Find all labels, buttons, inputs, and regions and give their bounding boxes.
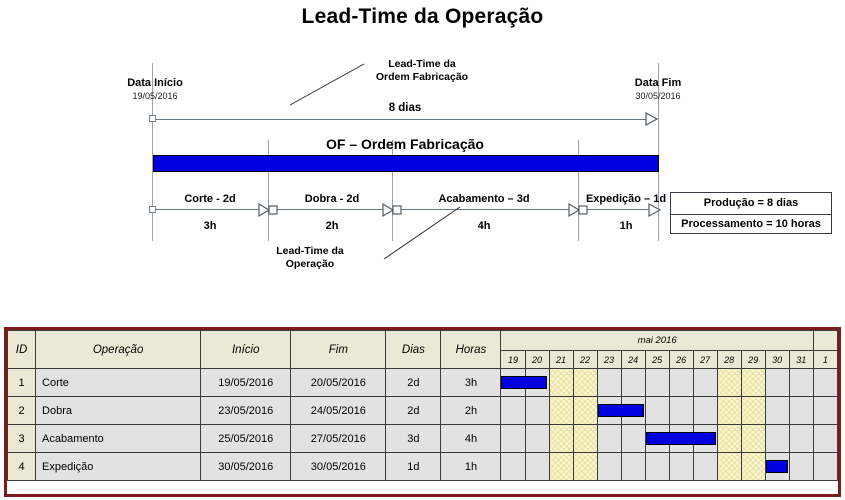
gantt-day-cell <box>501 369 525 397</box>
timeline-day-header: 24 <box>621 351 645 369</box>
timeline-day-header: 25 <box>645 351 669 369</box>
gantt-day-cell <box>573 425 597 453</box>
gantt-day-cell <box>549 397 573 425</box>
operation-1-hours: 3h <box>203 220 217 232</box>
operation-4-name: Expedição – 1d <box>585 193 667 205</box>
gantt-day-cell <box>549 369 573 397</box>
gantt-day-cell <box>525 425 549 453</box>
gantt-day-cell <box>765 453 789 481</box>
gantt-day-cell <box>645 397 669 425</box>
table-row[interactable] <box>8 425 838 453</box>
timeline-day-header: 27 <box>693 351 717 369</box>
gantt-day-cell <box>597 397 621 425</box>
operations-start-marker <box>149 206 156 213</box>
order-lead-time-callout <box>307 58 537 84</box>
cell-dias: 3d <box>386 425 441 453</box>
table-row[interactable] <box>8 369 838 397</box>
cell-id: 3 <box>8 425 36 453</box>
timeline-day-header: 20 <box>525 351 549 369</box>
gantt-bar[interactable] <box>598 404 644 417</box>
span-duration-label: 8 dias <box>388 102 422 114</box>
timeline-day-header: 31 <box>789 351 813 369</box>
timeline-day-header: 26 <box>669 351 693 369</box>
timeline-day-header: 22 <box>573 351 597 369</box>
cell-fim: 27/05/2016 <box>291 425 386 453</box>
gantt-day-cell <box>597 425 621 453</box>
gantt-day-cell <box>645 425 669 453</box>
gantt-day-cell <box>693 453 717 481</box>
operation-4-hours: 1h <box>619 220 633 232</box>
gantt-day-cell <box>501 425 525 453</box>
gantt-day-cell <box>741 369 765 397</box>
cell-operacao: Corte <box>36 369 201 397</box>
col-header-dias[interactable]: Dias <box>386 331 441 369</box>
gantt-day-cell <box>573 453 597 481</box>
gantt-bar[interactable] <box>766 460 788 473</box>
cell-inicio: 30/05/2016 <box>201 453 291 481</box>
gantt-day-cell <box>645 453 669 481</box>
timeline-day-header: 30 <box>765 351 789 369</box>
cell-inicio: 23/05/2016 <box>201 397 291 425</box>
gantt-day-cell <box>549 453 573 481</box>
gantt-day-cell <box>765 369 789 397</box>
lead-time-span-line <box>155 119 653 120</box>
gantt-day-cell <box>717 369 741 397</box>
gantt-day-cell <box>765 397 789 425</box>
start-date-value: 19/05/2016 <box>132 91 178 101</box>
gantt-day-cell <box>741 425 765 453</box>
operation-callout-line1: Lead-Time da <box>276 245 344 257</box>
gantt-day-cell <box>693 369 717 397</box>
gantt-day-cell <box>501 453 525 481</box>
timeline-day-header: 28 <box>717 351 741 369</box>
operation-2-hours: 2h <box>325 220 339 232</box>
gantt-day-cell <box>813 397 837 425</box>
gantt-day-cell <box>597 453 621 481</box>
gantt-day-cell <box>813 453 837 481</box>
gantt-day-cell <box>645 369 669 397</box>
table-header <box>8 331 838 369</box>
table-row[interactable] <box>8 397 838 425</box>
timeline-month-header: mai 2016 <box>501 331 813 351</box>
span-start-marker <box>149 115 156 122</box>
cell-inicio: 19/05/2016 <box>201 369 291 397</box>
gantt-day-cell <box>813 425 837 453</box>
gantt-table-container <box>4 327 841 497</box>
table-header-row-month <box>8 331 838 351</box>
gantt-day-cell <box>669 453 693 481</box>
summary-legend-box <box>670 192 832 234</box>
gantt-day-cell <box>717 397 741 425</box>
col-header-fim[interactable]: Fim <box>291 331 386 369</box>
cell-horas: 3h <box>441 369 501 397</box>
operation-1-name: Corte - 2d <box>184 193 236 205</box>
operation-callout-leader-line <box>382 205 462 261</box>
page-title: Lead-Time da Operação <box>301 5 544 28</box>
order-callout-line1: Lead-Time da <box>388 58 456 70</box>
col-header-horas[interactable]: Horas <box>441 331 501 369</box>
cell-dias: 2d <box>386 369 441 397</box>
col-header-operacao[interactable]: Operação <box>36 331 201 369</box>
cell-fim: 30/05/2016 <box>291 453 386 481</box>
op4-end-arrow-icon <box>648 203 662 217</box>
lead-time-diagram <box>0 45 845 295</box>
operation-2-name: Dobra - 2d <box>304 193 360 205</box>
order-fabrication-bar <box>153 155 659 172</box>
cell-id: 4 <box>8 453 36 481</box>
legend-processing-label: Processamento = 10 horas <box>681 218 821 230</box>
gantt-day-cell <box>789 397 813 425</box>
legend-divider <box>671 214 831 215</box>
gantt-day-cell <box>597 369 621 397</box>
order-bar-label: OF – Ordem Fabricação <box>326 136 484 152</box>
guide-line-start <box>152 63 153 241</box>
timeline-day-header: 23 <box>597 351 621 369</box>
cell-operacao: Acabamento <box>36 425 201 453</box>
cell-fim: 24/05/2016 <box>291 397 386 425</box>
timeline-day-header: 19 <box>501 351 525 369</box>
gantt-day-cell <box>669 397 693 425</box>
gantt-day-cell <box>741 397 765 425</box>
cell-horas: 4h <box>441 425 501 453</box>
gantt-day-cell <box>621 453 645 481</box>
gantt-day-cell <box>789 425 813 453</box>
gantt-day-cell <box>741 453 765 481</box>
cell-horas: 2h <box>441 397 501 425</box>
operation-lead-time-callout <box>235 245 385 271</box>
timeline-month-header-next <box>813 331 837 351</box>
operation-3-hours: 4h <box>477 220 491 232</box>
gantt-table <box>7 330 838 481</box>
cell-fim: 20/05/2016 <box>291 369 386 397</box>
gantt-day-cell <box>621 425 645 453</box>
gantt-bar[interactable] <box>501 376 547 389</box>
gantt-day-cell <box>717 453 741 481</box>
operation-callout-line2: Operação <box>285 258 335 270</box>
gantt-bar[interactable] <box>646 432 716 445</box>
timeline-day-header: 21 <box>549 351 573 369</box>
gantt-day-cell <box>789 369 813 397</box>
timeline-day-header: 1 <box>813 351 837 369</box>
order-callout-line2: Ordem Fabricação <box>375 71 469 83</box>
gantt-day-cell <box>573 369 597 397</box>
col-header-id[interactable]: ID <box>8 331 36 369</box>
gantt-day-cell <box>573 397 597 425</box>
gantt-day-cell <box>693 397 717 425</box>
cell-inicio: 25/05/2016 <box>201 425 291 453</box>
op1-finish-start-marker-icon <box>258 203 280 217</box>
gantt-day-cell <box>789 453 813 481</box>
col-header-inicio[interactable]: Início <box>201 331 291 369</box>
table-body <box>8 369 838 481</box>
cell-id: 1 <box>8 369 36 397</box>
gantt-day-cell <box>621 369 645 397</box>
end-date-label: Data Fim <box>634 77 682 89</box>
gantt-day-cell <box>525 453 549 481</box>
start-date-label: Data Início <box>127 77 183 89</box>
op3-finish-start-marker-icon <box>568 203 590 217</box>
gantt-day-cell <box>669 369 693 397</box>
end-date-value: 30/05/2016 <box>635 91 681 101</box>
cell-operacao: Expedição <box>36 453 201 481</box>
gantt-day-cell <box>717 425 741 453</box>
gantt-day-cell <box>765 425 789 453</box>
cell-horas: 1h <box>441 453 501 481</box>
gantt-day-cell <box>813 369 837 397</box>
legend-production-label: Produção = 8 dias <box>703 197 799 209</box>
cell-dias: 2d <box>386 397 441 425</box>
timeline-day-header: 29 <box>741 351 765 369</box>
gantt-day-cell <box>501 397 525 425</box>
gantt-day-cell <box>525 397 549 425</box>
cell-dias: 1d <box>386 453 441 481</box>
table-row[interactable] <box>8 453 838 481</box>
operation-3-name: Acabamento – 3d <box>438 193 530 205</box>
cell-id: 2 <box>8 397 36 425</box>
span-end-arrow-icon <box>645 112 659 126</box>
gantt-day-cell <box>549 425 573 453</box>
cell-operacao: Dobra <box>36 397 201 425</box>
